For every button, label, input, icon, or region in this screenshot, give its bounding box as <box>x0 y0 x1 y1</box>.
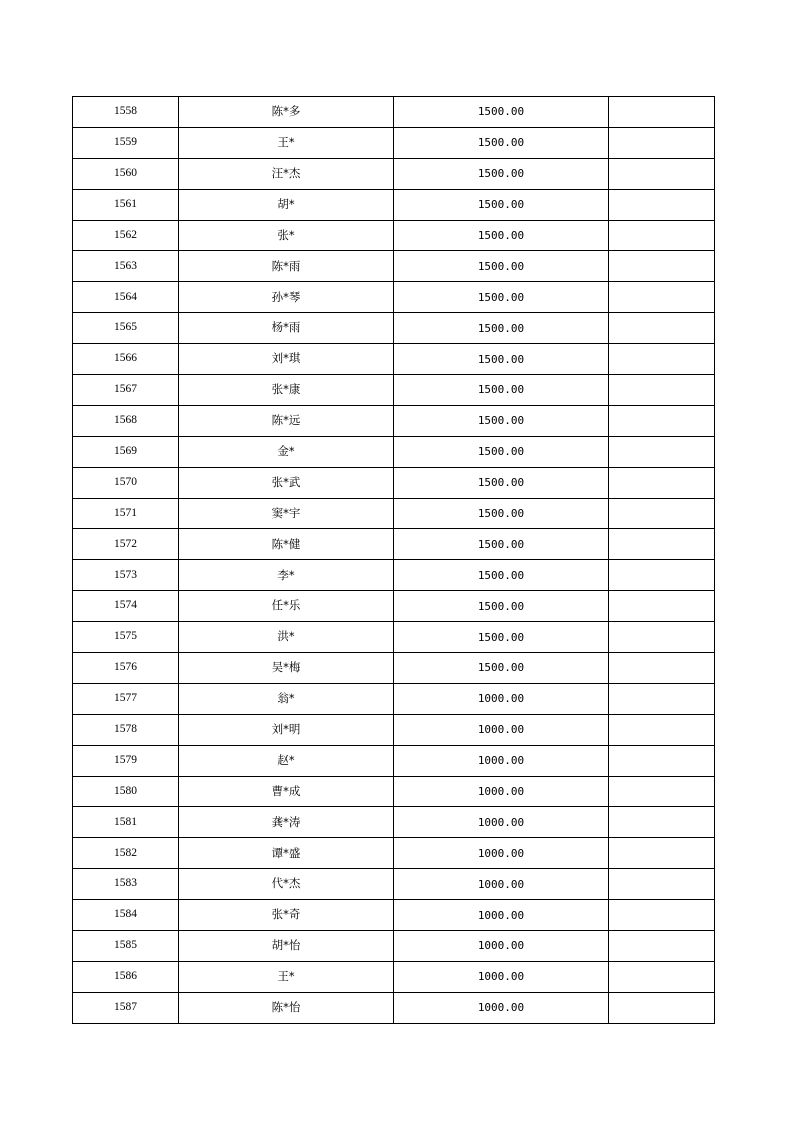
amount-cell: 1000.00 <box>394 992 609 1023</box>
table-row <box>73 313 715 344</box>
note-cell <box>609 869 715 900</box>
name-cell: 孙*琴 <box>179 282 394 313</box>
name-cell: 张*康 <box>179 375 394 406</box>
row-number-cell: 1573 <box>73 560 179 591</box>
name-cell: 王* <box>179 127 394 158</box>
table-row <box>73 931 715 962</box>
table-row <box>73 251 715 282</box>
name-cell: 陈*健 <box>179 529 394 560</box>
name-cell: 赵* <box>179 745 394 776</box>
amount-cell: 1500.00 <box>394 653 609 684</box>
row-number-cell: 1564 <box>73 282 179 313</box>
amount-cell: 1500.00 <box>394 189 609 220</box>
row-number-cell: 1562 <box>73 220 179 251</box>
amount-cell: 1500.00 <box>394 529 609 560</box>
note-cell <box>609 189 715 220</box>
name-cell: 任*乐 <box>179 591 394 622</box>
name-cell: 张*武 <box>179 467 394 498</box>
note-cell <box>609 282 715 313</box>
name-cell: 杨*雨 <box>179 313 394 344</box>
note-cell <box>609 251 715 282</box>
row-number-cell: 1587 <box>73 992 179 1023</box>
note-cell <box>609 683 715 714</box>
table-row <box>73 529 715 560</box>
row-number-cell: 1561 <box>73 189 179 220</box>
amount-cell: 1500.00 <box>394 560 609 591</box>
row-number-cell: 1576 <box>73 653 179 684</box>
amount-cell: 1500.00 <box>394 313 609 344</box>
note-cell <box>609 653 715 684</box>
amount-cell: 1500.00 <box>394 344 609 375</box>
row-number-cell: 1574 <box>73 591 179 622</box>
note-cell <box>609 714 715 745</box>
table-row <box>73 838 715 869</box>
row-number-cell: 1579 <box>73 745 179 776</box>
name-cell: 洪* <box>179 622 394 653</box>
name-cell: 陈*怡 <box>179 992 394 1023</box>
row-number-cell: 1566 <box>73 344 179 375</box>
row-number-cell: 1578 <box>73 714 179 745</box>
row-number-cell: 1558 <box>73 97 179 128</box>
note-cell <box>609 591 715 622</box>
row-number-cell: 1563 <box>73 251 179 282</box>
note-cell <box>609 807 715 838</box>
row-number-cell: 1571 <box>73 498 179 529</box>
table-row <box>73 622 715 653</box>
row-number-cell: 1580 <box>73 776 179 807</box>
note-cell <box>609 529 715 560</box>
amount-cell: 1500.00 <box>394 498 609 529</box>
table-row <box>73 745 715 776</box>
amount-cell: 1000.00 <box>394 776 609 807</box>
amount-cell: 1500.00 <box>394 251 609 282</box>
row-number-cell: 1575 <box>73 622 179 653</box>
name-cell: 汪*杰 <box>179 158 394 189</box>
note-cell <box>609 900 715 931</box>
note-cell <box>609 776 715 807</box>
amount-cell: 1500.00 <box>394 375 609 406</box>
name-cell: 陈*多 <box>179 97 394 128</box>
name-cell: 胡* <box>179 189 394 220</box>
table-row <box>73 375 715 406</box>
name-cell: 陈*远 <box>179 405 394 436</box>
name-cell: 龚*涛 <box>179 807 394 838</box>
row-number-cell: 1568 <box>73 405 179 436</box>
note-cell <box>609 158 715 189</box>
name-cell: 代*杰 <box>179 869 394 900</box>
table-row <box>73 344 715 375</box>
table-row <box>73 498 715 529</box>
table-row <box>73 961 715 992</box>
row-number-cell: 1582 <box>73 838 179 869</box>
note-cell <box>609 622 715 653</box>
row-number-cell: 1583 <box>73 869 179 900</box>
note-cell <box>609 436 715 467</box>
table-row <box>73 900 715 931</box>
table-row <box>73 282 715 313</box>
name-cell: 谭*盛 <box>179 838 394 869</box>
row-number-cell: 1567 <box>73 375 179 406</box>
note-cell <box>609 467 715 498</box>
roster-table <box>72 96 715 1024</box>
amount-cell: 1500.00 <box>394 591 609 622</box>
table-row <box>73 560 715 591</box>
amount-cell: 1500.00 <box>394 158 609 189</box>
amount-cell: 1500.00 <box>394 405 609 436</box>
note-cell <box>609 127 715 158</box>
note-cell <box>609 838 715 869</box>
name-cell: 王* <box>179 961 394 992</box>
row-number-cell: 1560 <box>73 158 179 189</box>
name-cell: 吴*梅 <box>179 653 394 684</box>
name-cell: 窦*宇 <box>179 498 394 529</box>
name-cell: 张*奇 <box>179 900 394 931</box>
name-cell: 张* <box>179 220 394 251</box>
amount-cell: 1000.00 <box>394 931 609 962</box>
amount-cell: 1000.00 <box>394 838 609 869</box>
table-row <box>73 97 715 128</box>
table-row <box>73 992 715 1023</box>
row-number-cell: 1572 <box>73 529 179 560</box>
note-cell <box>609 97 715 128</box>
table-row <box>73 807 715 838</box>
table-row <box>73 714 715 745</box>
row-number-cell: 1577 <box>73 683 179 714</box>
table-row <box>73 653 715 684</box>
note-cell <box>609 961 715 992</box>
table-row <box>73 869 715 900</box>
row-number-cell: 1565 <box>73 313 179 344</box>
row-number-cell: 1570 <box>73 467 179 498</box>
name-cell: 胡*怡 <box>179 931 394 962</box>
table-row <box>73 591 715 622</box>
amount-cell: 1000.00 <box>394 869 609 900</box>
name-cell: 金* <box>179 436 394 467</box>
amount-cell: 1000.00 <box>394 807 609 838</box>
amount-cell: 1500.00 <box>394 220 609 251</box>
name-cell: 刘*明 <box>179 714 394 745</box>
note-cell <box>609 745 715 776</box>
row-number-cell: 1569 <box>73 436 179 467</box>
amount-cell: 1000.00 <box>394 714 609 745</box>
note-cell <box>609 931 715 962</box>
amount-cell: 1000.00 <box>394 900 609 931</box>
row-number-cell: 1559 <box>73 127 179 158</box>
note-cell <box>609 992 715 1023</box>
row-number-cell: 1586 <box>73 961 179 992</box>
note-cell <box>609 344 715 375</box>
table-row <box>73 405 715 436</box>
amount-cell: 1500.00 <box>394 622 609 653</box>
note-cell <box>609 375 715 406</box>
row-number-cell: 1584 <box>73 900 179 931</box>
table-row <box>73 220 715 251</box>
row-number-cell: 1585 <box>73 931 179 962</box>
amount-cell: 1000.00 <box>394 683 609 714</box>
note-cell <box>609 560 715 591</box>
table-row <box>73 158 715 189</box>
name-cell: 李* <box>179 560 394 591</box>
table-row <box>73 189 715 220</box>
note-cell <box>609 220 715 251</box>
table-row <box>73 127 715 158</box>
amount-cell: 1500.00 <box>394 436 609 467</box>
row-number-cell: 1581 <box>73 807 179 838</box>
name-cell: 翁* <box>179 683 394 714</box>
amount-cell: 1500.00 <box>394 282 609 313</box>
note-cell <box>609 405 715 436</box>
table-row <box>73 467 715 498</box>
amount-cell: 1000.00 <box>394 961 609 992</box>
table-row <box>73 683 715 714</box>
note-cell <box>609 313 715 344</box>
name-cell: 曹*成 <box>179 776 394 807</box>
table-row <box>73 436 715 467</box>
roster-table-body <box>73 97 715 1024</box>
amount-cell: 1000.00 <box>394 745 609 776</box>
amount-cell: 1500.00 <box>394 97 609 128</box>
table-row <box>73 776 715 807</box>
amount-cell: 1500.00 <box>394 127 609 158</box>
note-cell <box>609 498 715 529</box>
name-cell: 陈*雨 <box>179 251 394 282</box>
name-cell: 刘*琪 <box>179 344 394 375</box>
document-page <box>72 96 714 1024</box>
amount-cell: 1500.00 <box>394 467 609 498</box>
